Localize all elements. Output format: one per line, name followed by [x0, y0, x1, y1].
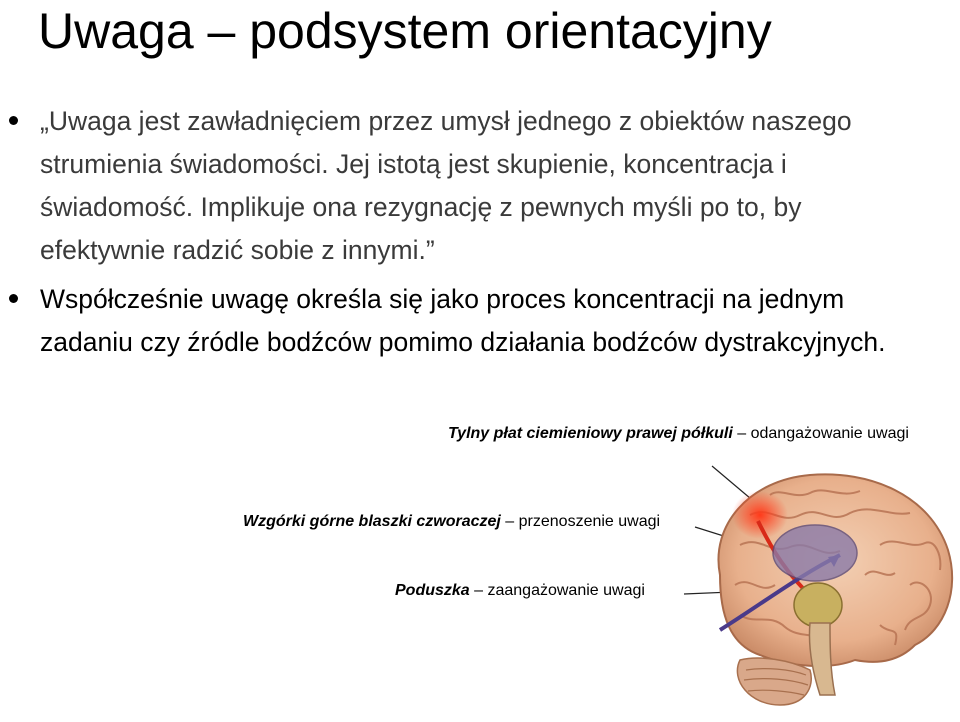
- bullet-text: Współcześnie uwagę określa się jako proces koncentracji na jednym zadaniu czy źródle bodźców pomimo działania bodźców dystrakcyjnych.: [40, 284, 886, 357]
- annotation-term: Poduszka: [395, 582, 470, 599]
- bullet-text: „Uwaga jest zawładnięciem przez umysł jednego z obiektów naszego strumienia świadomości. Jej istotą jest skupienie, koncentracja i świadomość. Implikuje ona rezygnację z pewnych myśli po to, by efektywnie radzić sobie z innymi.”: [40, 106, 852, 265]
- slide-title: Uwaga – podsystem orientacyjny: [38, 3, 772, 59]
- annotation-desc: – odangażowanie uwagi: [737, 425, 909, 442]
- cerebellum-shape: [737, 658, 811, 705]
- pulvinar-shape: [794, 583, 842, 627]
- brain-illustration: [680, 455, 960, 722]
- parietal-highlight: [732, 491, 788, 539]
- annotation-term: Wzgórki górne blaszki czworaczej: [243, 513, 501, 530]
- annotation-desc: – zaangażowanie uwagi: [474, 582, 645, 599]
- annotation-term: Tylny płat ciemieniowy prawej półkuli: [448, 425, 733, 442]
- thalamus-shape: [773, 525, 857, 581]
- annotation-desc: – przenoszenie uwagi: [505, 513, 661, 530]
